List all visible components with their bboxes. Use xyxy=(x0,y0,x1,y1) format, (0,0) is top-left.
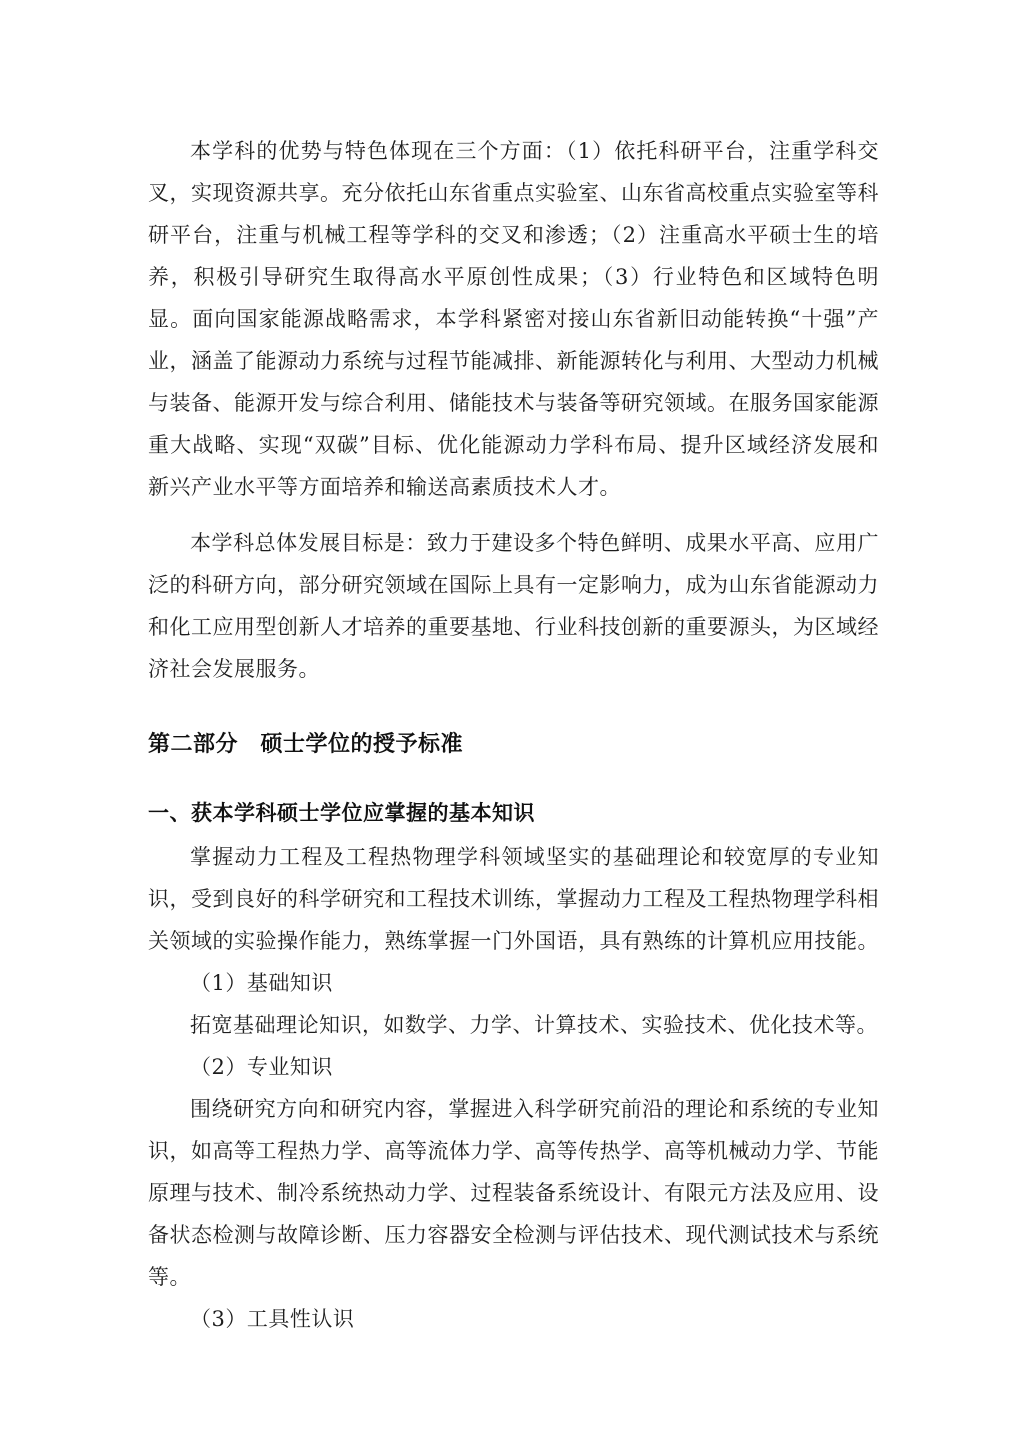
document-content xyxy=(148,130,879,1340)
paragraph-knowledge-overview: 掌握动力工程及工程热物理学科领域坚实的基础理论和较宽厚的专业知识，受到良好的科学研究和工程技术训练，掌握动力工程及工程热物理学科相关领域的实验操作能力，熟练掌握一门外国语，具有熟练的计算机应用技能。 xyxy=(148,845,879,953)
list-item-basic-knowledge-label: （1）基础知识 xyxy=(190,971,333,995)
subsection-heading-basic-knowledge: 一、获本学科硕士学位应掌握的基本知识 xyxy=(148,801,535,825)
section-heading-part-two: 第二部分 硕士学位的授予标准 xyxy=(148,732,464,757)
list-item-professional-knowledge-label: （2）专业知识 xyxy=(190,1055,333,1079)
paragraph-basic-knowledge-detail: 拓宽基础理论知识，如数学、力学、计算技术、实验技术、优化技术等。 xyxy=(190,1013,878,1037)
list-item-tool-knowledge-label: （3）工具性认识 xyxy=(190,1307,355,1331)
paragraph-discipline-advantages: 本学科的优势与特色体现在三个方面：（1）依托科研平台，注重学科交叉，实现资源共享。充分依托山东省重点实验室、山东省高校重点实验室等科研平台，注重与机械工程等学科的交叉和渗透；（2）注重高水平硕士生的培养，积极引导研究生取得高水平原创性成果；（3）行业特色和区域特色明显。面向国家能源战略需求，本学科紧密对接山东省新旧动能转换“十强”产业，涵盖了能源动力系统与过程节能减排、新能源转化与利用、大型动力机械与装备、能源开发与综合利用、储能技术与装备等研究领域。在服务国家能源重大战略、实现“双碳”目标、优化能源动力学科布局、提升区域经济发展和新兴产业水平等方面培养和输送高素质技术人才。 xyxy=(148,139,879,499)
paragraph-professional-knowledge-detail: 围绕研究方向和研究内容，掌握进入科学研究前沿的理论和系统的专业知识，如高等工程热力学、高等流体力学、高等传热学、高等机械动力学、节能原理与技术、制冷系统热动力学、过程装备系统设计、有限元方法及应用、设备状态检测与故障诊断、压力容器安全检测与评估技术、现代测试技术与系统等。 xyxy=(148,1097,879,1289)
paragraph-development-goals: 本学科总体发展目标是：致力于建设多个特色鲜明、成果水平高、应用广泛的科研方向，部分研究领域在国际上具有一定影响力，成为山东省能源动力和化工应用型创新人才培养的重要基地、行业科技创新的重要源头，为区域经济社会发展服务。 xyxy=(148,531,879,681)
